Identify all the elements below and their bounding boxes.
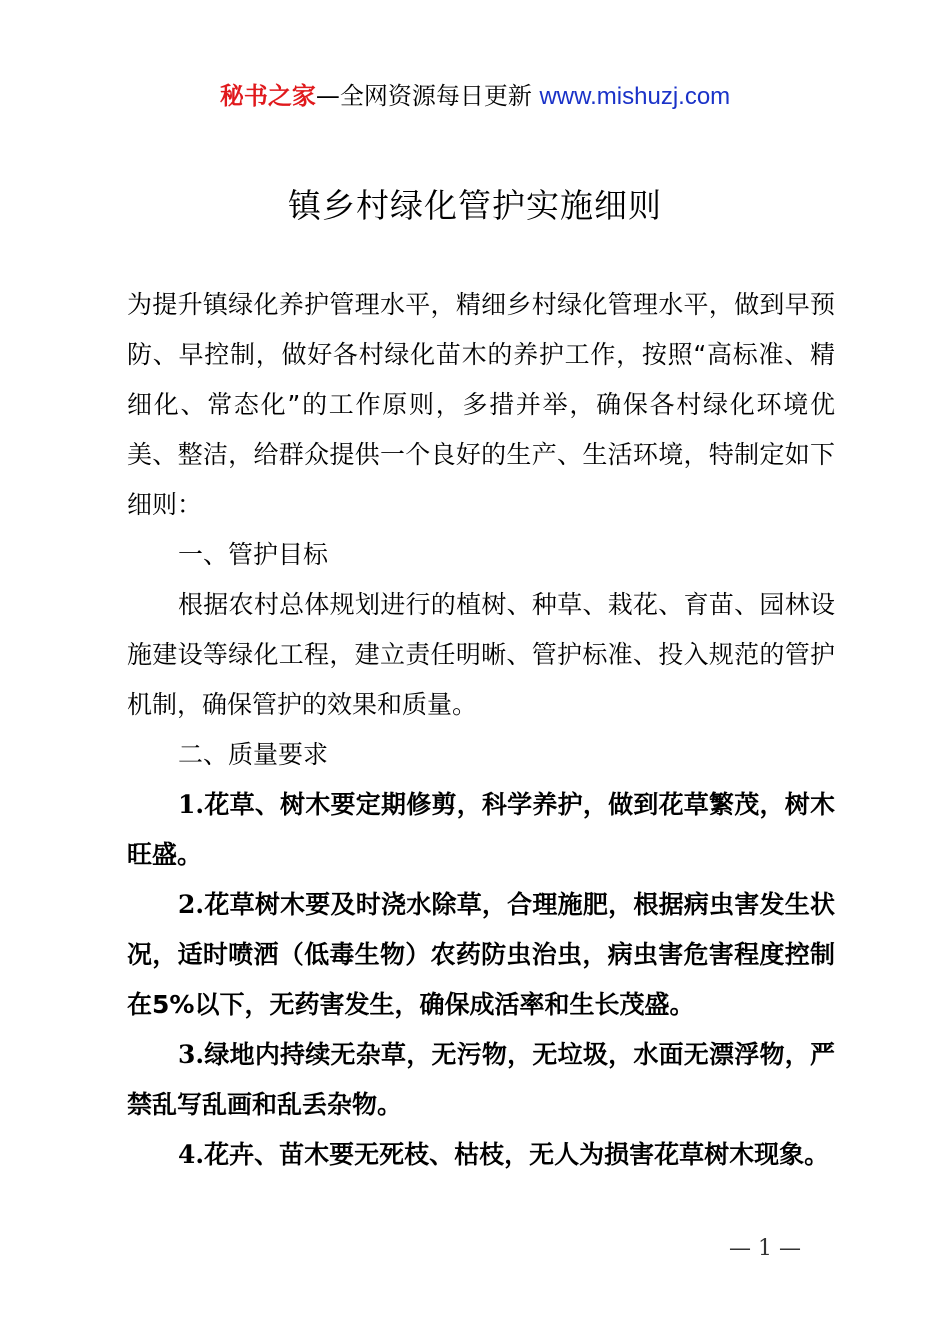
quality-item: [127, 1030, 835, 1130]
item-text: 绿地内持续无杂草，无污物，无垃圾，水面无漂浮物，严禁乱写乱画和乱丢杂物。: [127, 1040, 835, 1119]
quality-item: [127, 880, 835, 1030]
document-body: [127, 280, 835, 1180]
site-brand: 秘书之家: [219, 82, 316, 110]
site-tagline: —全网资源每日更新: [315, 82, 540, 110]
site-banner: [0, 80, 950, 113]
item-number: 4.: [178, 1140, 205, 1169]
item-number: 3.: [178, 1040, 205, 1069]
section-heading-goals: 一、管护目标: [178, 540, 329, 569]
item-number: 1.: [178, 790, 205, 819]
page-number: — 1 —: [729, 1236, 801, 1261]
section-heading-quality: 二、质量要求: [178, 740, 329, 769]
goals-paragraph: 根据农村总体规划进行的植树、种草、栽花、育苗、园林设施建设等绿化工程，建立责任明晰、管护标准、投入规范的管护机制，确保管护的效果和质量。: [127, 590, 835, 719]
item-number: 2.: [178, 890, 205, 919]
quality-item: [127, 1130, 835, 1180]
item-text: 花草树木要及时浇水除草，合理施肥，根据病虫害发生状况，适时喷洒（低毒生物）农药防虫治虫，病虫害危害程度控制在5%以下，无药害发生，确保成活率和生长茂盛。: [127, 890, 835, 1019]
item-text: 花草、树木要定期修剪，科学养护，做到花草繁茂，树木旺盛。: [127, 790, 835, 869]
intro-paragraph: 为提升镇绿化养护管理水平，精细乡村绿化管理水平，做到早预防、早控制，做好各村绿化苗木的养护工作，按照“高标准、精细化、常态化”的工作原则，多措并举，确保各村绿化环境优美、整洁，给群众提供一个良好的生产、生活环境，特制定如下细则：: [127, 290, 835, 519]
site-url[interactable]: www.mishuzj.com: [539, 83, 731, 110]
item-text: 花卉、苗木要无死枝、枯枝，无人为损害花草树木现象。: [204, 1140, 830, 1169]
quality-item: [127, 780, 835, 880]
document-title: 镇乡村绿化管护实施细则: [288, 186, 662, 225]
